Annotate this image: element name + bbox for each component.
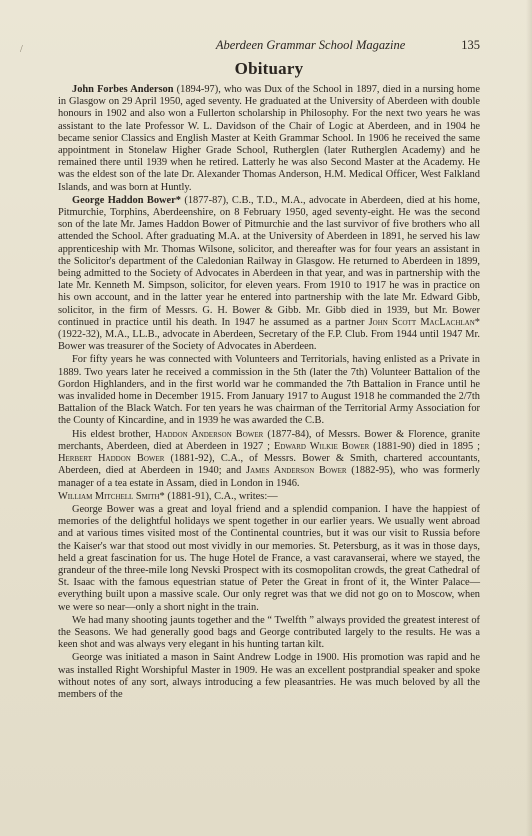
paragraph-text: (1894-97), who was Dux of the School in 1897, died in a nursing home in Glasgow on 29 April 1950, aged seventy. He graduated at the University of Aberdeen with double honours in 1902 and also won a Fullerton scholarship in Philosophy. For the next two years he was assistant to the late Professor W. L. Davidson of the Chair of Logic at Aberdeen, and in 1904 he became senior Classics and English Master at Keith Grammar School. In 1906 he received the same appointment in Stonelaw Higher Grade School, Rutherglen (later Rutherglen Academy) and he remained there until 1939 when he retired. Latterly he was also Second Master at the Academy. He was the eldest son of the late Dr. Alexander Thomas Anderson, H.M. Medical Officer, West Falkland Islands, and was born at Huntly. <box>58 84 480 193</box>
person-name: James Anderson Bower <box>246 465 347 477</box>
paragraph-text: (1877-87), C.B., T.D., M.A., advocate in Aberdeen, died at his home, Pitmurchie, Torphins, Aberdeenshire, on 8 February 1950, aged seventy-eight. He was the second son of the late Mr. James Haddon Bower of Pitmurchie and the last survivor of five brothers who all attended the School. After graduating M.A. at the University of Aberdeen in 1891, he served his law apprenticeship with Mr. Thomas Wilsone, solicitor, and thereafter was for four years an assistant in the Solicitor's department of the Caledonian Railway in Glasgow. He returned to Aberdeen in 1899, being admitted to the Society of Advocates in Aberdeen in that year, and was in partnership with the late Mr. Kenneth M. Simpson, solicitor, for eleven years. From 1910 to 1917 he was in practice on his own account, and in the latter year he entered into partnership with the late Mr. Edward Gibb, solicitor, in the firm of Messrs. G. H. Bower & Gibb. Mr. Gibb died in 1939, but Mr. Bower continued in practice until his death. In 1947 he assumed as a partner <box>58 194 480 328</box>
section-title: Obituary <box>234 59 304 78</box>
paragraph-holidays: George Bower was a great and loyal friend and a splendid companion. I have the happiest of memories of the delightful holidays we spent together in our earlier years. We usually went abroad and at various times visited most of the Continental countries, but it was our visit to Russia before the Kaiser's war that stood out most vividly in our memories. St. Petersburg, as it was in those days, held a great fascination for us. The huge Hotel de France, a vast caravanserai, where we stayed, the grandeur of the three-mile long Nevski Prospect with its cosmopolitan crowds, the great Cathedral of St. Isaac with the famous equestrian statue of Peter the Great in front of it, the Winter Palace—everything built upon a massive scale. Our only regret was that we did not go on to Moscow, when we were so near—only a short night in the train. <box>58 503 480 613</box>
paragraph-text: (1882-95), who was formerly manager of a tea estate in Assam, died in London in 1946. <box>58 465 481 489</box>
page-edge-shadow <box>526 0 532 836</box>
magazine-title: Aberdeen Grammar School Magazine <box>215 38 406 52</box>
paragraph-text: His eldest brother, <box>72 428 155 440</box>
person-name: Herbert Haddon Bower <box>58 453 165 465</box>
obituary-name: George Haddon Bower* <box>72 194 181 206</box>
paragraph-brothers <box>58 429 480 490</box>
person-name: William Mitchell Smith* <box>58 490 165 502</box>
paragraph-bower <box>58 195 480 354</box>
person-name: Haddon Anderson Bower <box>154 428 264 440</box>
paragraph-shooting: We had many shooting jaunts together and the “ Twelfth ” always provided the greatest interest of the Seasons. We had generally good bags and George contributed largely to the results. He was a keen shot and was always very elegant in his hunting tartan kilt. <box>58 614 480 651</box>
person-name: John Scott MacLachlan* <box>368 316 480 328</box>
obituary-name: John Forbes Anderson <box>72 84 174 95</box>
person-name: Edward Wilkie Bower <box>273 440 370 452</box>
paragraph-anderson <box>58 84 480 194</box>
paragraph-masonry: George was initiated a mason in Saint Andrew Lodge in 1900. His promotion was rapid and he was installed Right Worshipful Master in 1909. He was an excellent postprandial speaker and spoke without notes of any sort, always introducing a few pleasantries. He was much beloved by all the members of the <box>58 652 480 700</box>
paragraph-tribute-intro <box>58 491 480 503</box>
paragraph-text: (1877-84), of Messrs. Bower & Florence, granite merchants, Aberdeen, died at Aberdeen in 1927 ; <box>58 428 480 452</box>
paragraph-military: For fifty years he was connected with Volunteers and Territorials, having enlisted as a Private in 1889. Two years later he received a commission in the 5th (later the 7th) Volunteer Battalion of the Gordon Highlanders, and in the first world war he commanded the 7th Battalion in France until he was invalided home in December 1915. From January 1917 to August 1918 he commanded the 2/7th Battalion of the Black Watch. For ten years he was chairman of the Territorial Army Association for the County of Kincardine, and in 1939 he was awarded the C.B. <box>58 354 480 427</box>
paragraph-text: (1881-90) died in 1895 ; <box>369 440 480 452</box>
margin-mark: / <box>20 44 23 55</box>
article-body <box>58 84 480 701</box>
running-header <box>58 38 480 53</box>
paragraph-text: (1881-92), C.A., of Messrs. Bower & Smith, chartered accountants, Aberdeen, died at Aberdeen in 1940; and <box>58 453 480 477</box>
page-number: 135 <box>461 38 480 52</box>
paragraph-text: (1881-91), C.A., writes:— <box>164 490 278 502</box>
paragraph-text: (1922-32), M.A., LL.B., advocate in Aberdeen, Secretary of the F.P. Club. From 1944 until 1947 Mr. Bower was treasurer of the Society of Advocates in Aberdeen. <box>58 329 480 353</box>
